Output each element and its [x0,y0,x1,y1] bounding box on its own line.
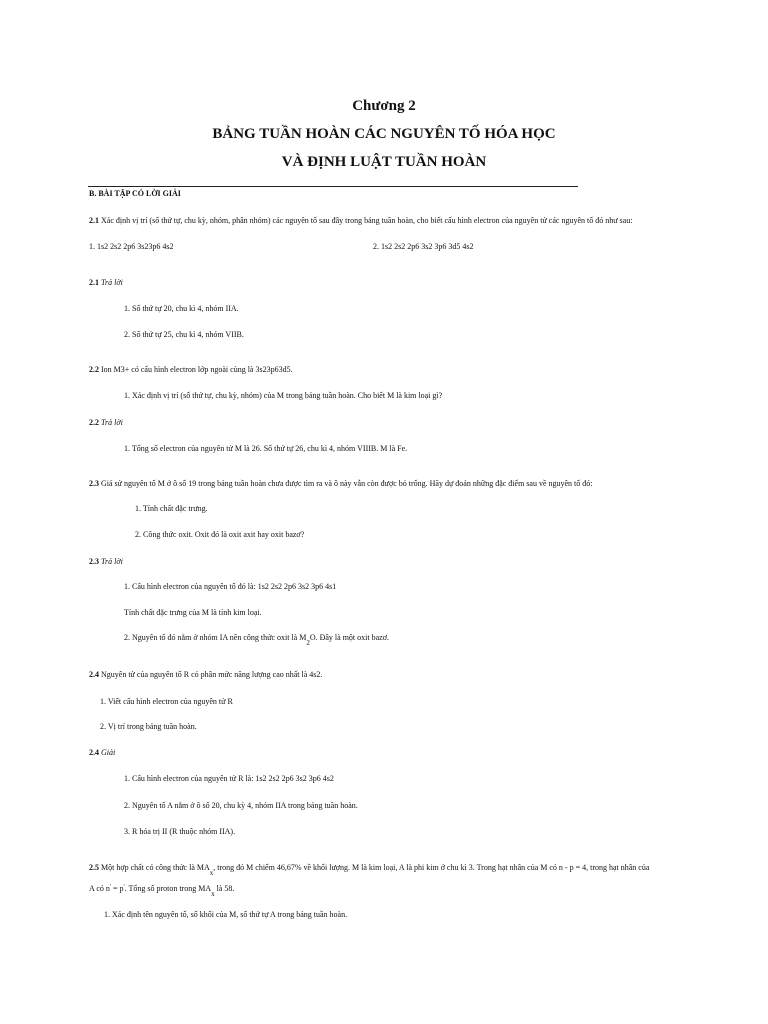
answer-number: 2.1 [89,278,99,287]
question-2-2-line-1: 1. Xác định vị trí (số thứ tự, chu kỳ, nhóm) của M trong bảng tuần hoàn. Cho biết M là kim loại gì? [124,391,443,400]
title-line-2: VÀ ĐỊNH LUẬT TUẦN HOÀN [281,154,487,170]
question-2-2 [89,365,293,375]
question-text: = p [110,884,124,893]
question-2-1 [89,216,632,226]
answer-number: 2.3 [89,557,99,566]
answer-2-3-heading [89,557,123,567]
question-2-3 [89,479,593,489]
answer-2-2-line-1: 1. Tổng số electron của nguyên tử M là 26. Số thứ tự 26, chu kì 4, nhóm VIIIB. M là Fe. [124,444,408,453]
answer-2-1-heading [89,278,123,288]
answer-2-4-line-2: 2. Nguyên tố A nằm ở ô số 20, chu kỳ 4, nhóm IIA trong bảng tuần hoàn. [124,801,358,810]
question-text: A có n [89,884,110,893]
subscript: 2 [306,639,310,647]
question-text: . Tổng số proton trong MA [124,884,212,893]
question-text: Ion M3+ có cấu hình electron lớp ngoài cùng là 3s23p63d5. [101,365,293,374]
answer-2-3-line-2: Tính chất đặc trưng của M là tính kim loại. [124,608,262,617]
answer-2-4-line-3: 3. R hóa trị II (R thuộc nhóm IIA). [124,827,236,836]
question-2-3-line-1: 1. Tính chất đặc trưng. [135,504,208,513]
answer-2-1-line-2: 2. Số thứ tự 25, chu kì 4, nhóm VIIB. [124,330,244,339]
answer-2-4-line-1: 1. Cấu hình electron của nguyên tử R là: 1s2 2s2 2p6 3s2 3p6 4s2 [124,774,334,783]
question-text-cont: , trong đó M chiếm 46,67% về khối lượng. M là kim loại, A là phi kim ở chu kì 3. Trong hạt nhân của M có n - p = 4, trong hạt nhân của [213,863,650,872]
superscript: ' [123,884,125,890]
answer-2-3-line-3 [124,633,389,647]
question-2-4-line-1: 1. Viết cấu hình electron của nguyên tử R [100,697,233,706]
formula-text-end: O. Đây là một oxit bazơ. [309,633,389,642]
answer-number: 2.2 [89,418,99,427]
question-2-3-line-2: 2. Công thức oxit. Oxit đó là oxit axit hay oxit bazơ? [135,530,305,539]
config-option-1: 1. 1s2 2s2 2p6 3s23p6 4s2 [89,242,174,251]
answer-label: Trả lời [101,557,123,566]
question-2-4 [89,670,322,680]
question-2-5-line-1: 1. Xác định tên nguyên tố, số khối của M, số thứ tự A trong bảng tuần hoàn. [104,910,348,919]
section-heading: B. BÀI TẬP CÓ LỜI GIẢI [89,189,181,198]
question-number: 2.5 [89,863,99,872]
question-2-4-line-2: 2. Vị trí trong bảng tuần hoàn. [100,722,197,731]
superscript: ' [109,884,111,890]
question-text: Một hợp chất có công thức là MA [101,863,210,872]
question-2-5 [89,863,650,877]
answer-2-1-line-1: 1. Số thứ tự 20, chu kì 4, nhóm IIA. [124,304,239,313]
answer-label: Trả lời [101,418,123,427]
config-option-2: 2. 1s2 2s2 2p6 3s2 3p6 3d5 4s2 [373,242,474,251]
title-line-1: BẢNG TUẦN HOÀN CÁC NGUYÊN TỐ HÓA HỌC [212,126,556,142]
chapter-heading: Chương 2 [352,98,416,114]
answer-2-2-heading [89,418,123,428]
question-text: là 58. [214,884,235,893]
header-rule [88,186,578,187]
question-2-5-cont [89,884,235,898]
answer-label: Trả lời [101,278,123,287]
question-text: Xác định vị trí (số thứ tự, chu kỳ, nhóm, phân nhóm) các nguyên tố sau đây trong bảng tuần hoàn, cho biết cấu hình electron của nguyên tử các nguyên tố đó như sau: [101,216,633,225]
formula-text: 2. Nguyên tố đó nằm ở nhóm IA nên công thức oxit là M [124,633,307,642]
answer-number: 2.4 [89,748,99,757]
subscript: x [209,869,214,877]
subscript: x [211,890,215,898]
question-number: 2.1 [89,216,99,225]
question-text: Nguyên tử của nguyên tố R có phân mức năng lượng cao nhất là 4s2. [101,670,323,679]
answer-2-4-heading [89,748,115,758]
answer-label: Giải [101,748,116,757]
question-number: 2.2 [89,365,99,374]
question-number: 2.3 [89,479,99,488]
answer-2-3-line-1: 1. Cấu hình electron của nguyên tố đó là: 1s2 2s2 2p6 3s2 3p6 4s1 [124,582,337,591]
question-text: Giả sử nguyên tố M ở ô số 19 trong bảng tuần hoàn chưa được tìm ra và ô này vẫn còn được bỏ trống. Hãy dự đoán những đặc điểm sau về nguyên tố đó: [101,479,593,488]
question-number: 2.4 [89,670,99,679]
